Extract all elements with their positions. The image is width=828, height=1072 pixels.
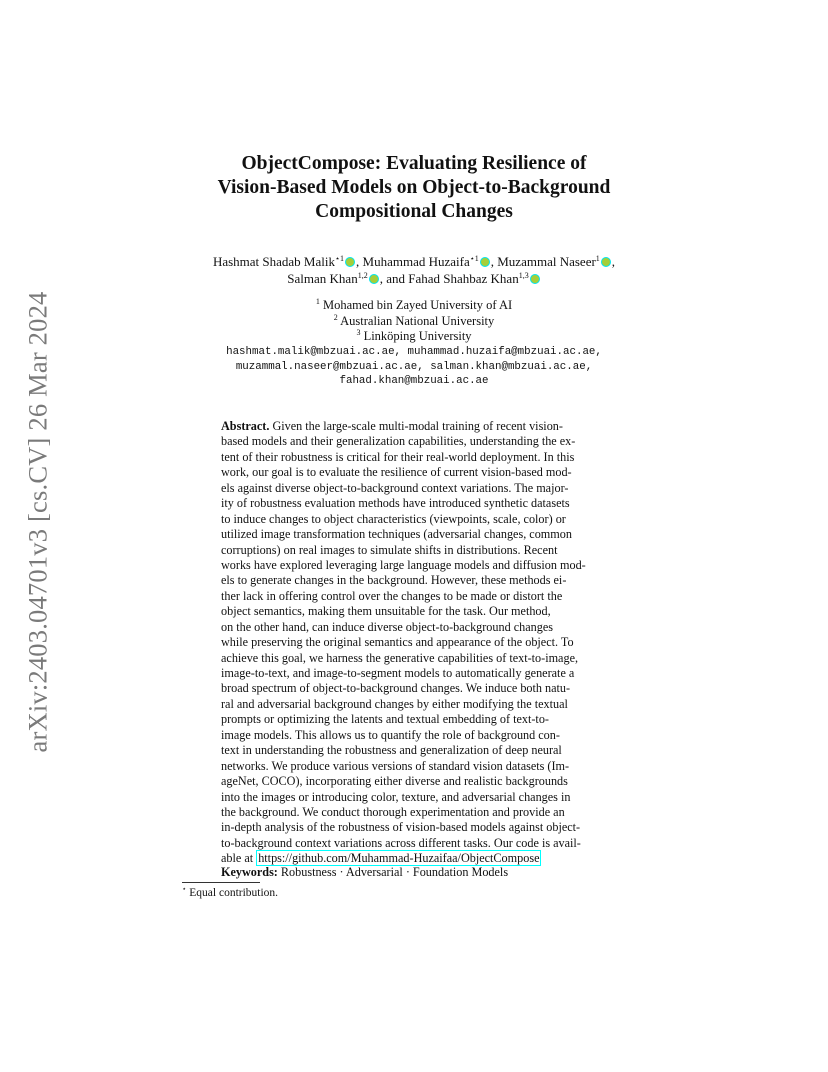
- abstract-line: the background. We conduct thorough experimentation and provide an: [221, 804, 565, 819]
- author-name: Muzammal Naseer: [497, 254, 596, 269]
- orcid-icon[interactable]: [480, 257, 490, 267]
- arxiv-identifier: arXiv:2403.04701v3 [cs.CV] 26 Mar 2024: [22, 291, 53, 753]
- abstract-line: object semantics, making them unsuitable for the task. Our method,: [221, 604, 551, 619]
- affiliation: $^2$ Australian National University: [333, 312, 495, 328]
- author-name: Fahad Shahbaz Khan: [408, 271, 519, 286]
- abstract-line: to-background context variations across different tasks. Our code is avail-: [221, 835, 581, 850]
- abstract-line: achieve this goal, we harness the generative capabilities of text-to-image,: [221, 650, 579, 665]
- orcid-icon[interactable]: [530, 274, 540, 284]
- author-name: Muhammad Huzaifa: [362, 254, 470, 269]
- abstract-line: text in understanding the robustness and generalization of deep neural: [221, 743, 562, 758]
- abstract-line: into the images or introducing color, texture, and adversarial changes in: [221, 789, 571, 804]
- abstract-line: on the other hand, can induce diverse object-to-background changes: [221, 619, 553, 634]
- code-repository-link[interactable]: https://github.com/Muhammad-Huzaifaa/ObjectCompose: [258, 851, 540, 866]
- abstract-line: ageNet, COCO), incorporating either diverse and realistic backgrounds: [221, 774, 568, 789]
- author-list: Hashmat Shadab Malik$^{⋆1}$ , Muhammad Huzaifa$^{⋆1}$ , Muzammal Naseer$^1$ , Salman Khan$^{1,2}$ , and Fahad Shahbaz Khan$^{1,3}$: [212, 254, 616, 286]
- keywords-text: Robustness · Adversarial · Foundation Models: [280, 865, 509, 879]
- abstract-line: ther lack in offering control over the changes to be made or distort the: [221, 588, 563, 603]
- abstract-line: broad spectrum of object-to-background changes. We induce both natu-: [221, 681, 571, 696]
- abstract-line: corruptions) on real images to simulate shifts in distributions. Recent: [221, 542, 558, 557]
- affiliation-list: [140, 298, 688, 345]
- title-line: Compositional Changes: [315, 201, 513, 222]
- abstract-line: based models and their generalization capabilities, understanding the ex-: [221, 434, 576, 449]
- author-affiliation-mark: ⋆1: [469, 254, 479, 263]
- abstract: [221, 419, 614, 867]
- footnote-text: Equal contribution.: [189, 887, 279, 899]
- abstract-line: image-to-text, and image-to-segment models to automatically generate a: [221, 666, 575, 680]
- abstract-line: able at: [221, 851, 257, 866]
- abstract-line: tent of their robustness is critical for their real-world deployment. In this: [221, 449, 575, 464]
- abstract-line: to induce changes to object characteristics (viewpoints, scale, color) or: [221, 511, 566, 526]
- author-affiliation-mark: 1,2: [357, 271, 368, 280]
- title-line: ObjectCompose: Evaluating Resilience of: [241, 153, 587, 174]
- abstract-line: els against diverse object-to-background context variations. The major-: [221, 480, 569, 495]
- paper-title: [150, 152, 678, 224]
- keywords-label: Keywords:: [221, 865, 278, 879]
- orcid-icon[interactable]: [369, 274, 379, 284]
- abstract-line: in-depth analysis of the robustness of vision-based models against object-: [221, 820, 581, 835]
- footnote-rule: [182, 882, 260, 883]
- author-affiliation-mark: 1,3: [518, 271, 529, 280]
- email-line: muzammal.naseer@mbzuai.ac.ae, salman.khan@mbzuai.ac.ae,: [235, 360, 593, 373]
- author-name: Hashmat Shadab Malik: [212, 254, 335, 269]
- footnote: [182, 886, 278, 900]
- orcid-icon[interactable]: [601, 257, 611, 267]
- abstract-line: image models. This allows us to quantify the role of background con-: [221, 727, 560, 742]
- affiliation: $^1$ Mohamed bin Zayed University of AI: [315, 297, 513, 312]
- affiliation: $^3$ Linköping University: [356, 328, 472, 343]
- abstract-line: Given the large-scale multi-modal training of recent vision-: [272, 419, 563, 433]
- abstract-line: networks. We produce various versions of standard vision datasets (Im-: [221, 758, 570, 773]
- abstract-line: prompts or optimizing the latents and textual embedding of text-to-: [221, 712, 549, 727]
- keywords: [221, 864, 621, 880]
- abstract-line: work, our goal is to evaluate the resilience of current vision-based mod-: [221, 465, 572, 480]
- footnote-mark: ⋆: [182, 885, 187, 893]
- author-affiliation-mark: 1: [595, 254, 600, 263]
- email-list: [140, 345, 688, 389]
- title-line: Vision-Based Models on Object-to-Background: [217, 177, 611, 198]
- abstract-line: ral and adversarial background changes by either modifying the textual: [221, 696, 568, 711]
- abstract-label: Abstract.: [221, 419, 270, 433]
- abstract-line: works have explored leveraging large language models and diffusion mod-: [221, 557, 586, 572]
- abstract-line: utilized image transformation techniques (adversarial changes, common: [221, 527, 572, 542]
- abstract-line: ity of robustness evaluation methods have introduced synthetic datasets: [221, 496, 570, 511]
- abstract-line: els to generate changes in the background. However, these methods ei-: [221, 573, 567, 588]
- email-line: hashmat.malik@mbzuai.ac.ae, muhammad.huzaifa@mbzuai.ac.ae,: [226, 346, 602, 358]
- orcid-icon[interactable]: [345, 257, 355, 267]
- arxiv-identifier-stamp: [20, 284, 56, 760]
- author-name: Salman Khan: [287, 271, 358, 286]
- email-line: fahad.khan@mbzuai.ac.ae: [339, 375, 489, 387]
- author-affiliation-mark: ⋆1: [335, 254, 345, 263]
- abstract-line: while preserving the original semantics and appearance of the object. To: [221, 635, 574, 650]
